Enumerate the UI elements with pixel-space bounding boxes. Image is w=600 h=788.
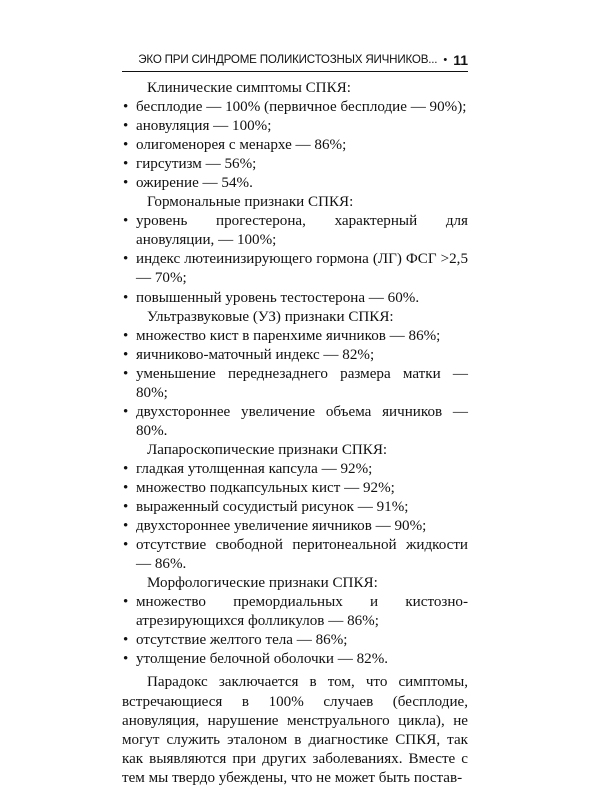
list-item	[122, 136, 468, 155]
list-item	[122, 250, 468, 288]
bullet-glyph: •	[123, 365, 129, 382]
section-clinical	[122, 79, 468, 193]
list-item	[122, 155, 468, 174]
bullet-glyph: •	[123, 137, 129, 154]
section-laparoscopic	[122, 441, 468, 574]
bullet-glyph: •	[123, 175, 129, 192]
list-item-text: уровень прогестерона, характерный для ановуляции, — 100%;	[136, 213, 468, 249]
bullet-glyph: •	[123, 499, 129, 516]
body-paragraph: Парадокс заключается в том, что симптомы, встречающиеся в 100% случаев (бесплодие, ановуляция, нарушение менструального цикла), не могут служить эталоном в диагностике СПКЯ, так как выявляются при других заболеваниях. Вместе с тем мы твердо убеждены, что не может быть постав-	[122, 674, 468, 786]
list-item	[122, 631, 468, 650]
list-item-text: утолщение белочной оболочки — 82%.	[136, 651, 389, 668]
page-body	[122, 79, 468, 788]
list-item	[122, 327, 468, 346]
list-item	[122, 593, 468, 631]
list-item-text: ановуляция — 100%;	[136, 118, 272, 135]
bullet-glyph: •	[123, 651, 129, 668]
list-item-text: бесплодие — 100% (первичное бесплодие — 90%);	[136, 99, 467, 116]
bullet-glyph: •	[123, 118, 129, 135]
list-item-text: яичниково-маточный индекс — 82%;	[136, 346, 375, 363]
list-item	[122, 365, 468, 403]
section-heading: Ультразвуковые (УЗ) признаки СПКЯ:	[147, 308, 394, 325]
list-item	[122, 460, 468, 479]
list-item-text: ожирение — 54%.	[136, 175, 253, 192]
list-item	[122, 498, 468, 517]
bullet-glyph: •	[123, 537, 129, 554]
bullet-glyph: •	[123, 289, 129, 306]
list-item-text: повышенный уровень тестостерона — 60%.	[136, 289, 420, 306]
section-hormonal	[122, 193, 468, 307]
list-item-text: множество премордиальных и кистозно-атрезирующихся фолликулов — 86%;	[136, 594, 468, 630]
list-item	[122, 479, 468, 498]
bullet-glyph: •	[123, 518, 129, 535]
list-item	[122, 117, 468, 136]
section-ultrasound	[122, 308, 468, 441]
bullet-glyph: •	[123, 632, 129, 649]
list-item	[122, 346, 468, 365]
section-heading: Клинические симптомы СПКЯ:	[147, 80, 351, 96]
bullet-glyph: •	[123, 403, 129, 420]
list-item	[122, 650, 468, 669]
list-item-text: выраженный сосудистый рисунок — 91%;	[136, 499, 409, 516]
section-heading: Гормональные признаки СПКЯ:	[147, 194, 354, 211]
list-item	[122, 536, 468, 574]
bullet-glyph: •	[123, 156, 129, 173]
list-item-text: множество подкапсульных кист — 92%;	[136, 479, 395, 496]
bullet-glyph: •	[123, 479, 129, 496]
list-item-text: двухстороннее увеличение объема яичников — 80%.	[136, 403, 468, 439]
list-item-text: олигоменорея с менархе — 86%;	[136, 137, 347, 154]
list-item	[122, 289, 468, 308]
list-item-text: гладкая утолщенная капсула — 92%;	[136, 460, 373, 477]
bullet-glyph: •	[123, 327, 129, 344]
list-item	[122, 98, 468, 117]
bullet-glyph: •	[123, 213, 129, 230]
header-separator: •	[443, 54, 448, 66]
list-item	[122, 174, 468, 193]
list-item-text: отсутствие свободной перитонеальной жидкости — 86%.	[136, 537, 468, 573]
list-item-text: индекс лютеинизирующего гормона (ЛГ) ФСГ >2,5 — 70%;	[136, 251, 468, 287]
list-item-text: отсутствие желтого тела — 86%;	[136, 632, 348, 649]
page-number: 11	[453, 52, 468, 68]
running-title: ЭКО ПРИ СИНДРОМЕ ПОЛИКИСТОЗНЫХ ЯИЧНИКОВ...	[138, 53, 438, 66]
section-morphological	[122, 574, 468, 669]
list-item-text: двухстороннее увеличение яичников — 90%;	[136, 518, 427, 535]
bullet-glyph: •	[123, 251, 129, 268]
bullet-glyph: •	[123, 460, 129, 477]
list-item-text: множество кист в паренхиме яичников — 86%;	[136, 327, 441, 344]
bullet-glyph: •	[123, 594, 129, 611]
bullet-glyph: •	[123, 346, 129, 363]
list-item	[122, 212, 468, 250]
running-head	[122, 49, 468, 72]
section-heading: Морфологические признаки СПКЯ:	[147, 575, 378, 592]
bullet-glyph: •	[123, 99, 129, 116]
list-item-text: гирсутизм — 56%;	[136, 156, 257, 173]
section-heading: Лапароскопические признаки СПКЯ:	[147, 441, 388, 458]
list-item	[122, 517, 468, 536]
list-item-text: уменьшение переднезаднего размера матки — 80%;	[136, 365, 468, 401]
list-item	[122, 403, 468, 441]
